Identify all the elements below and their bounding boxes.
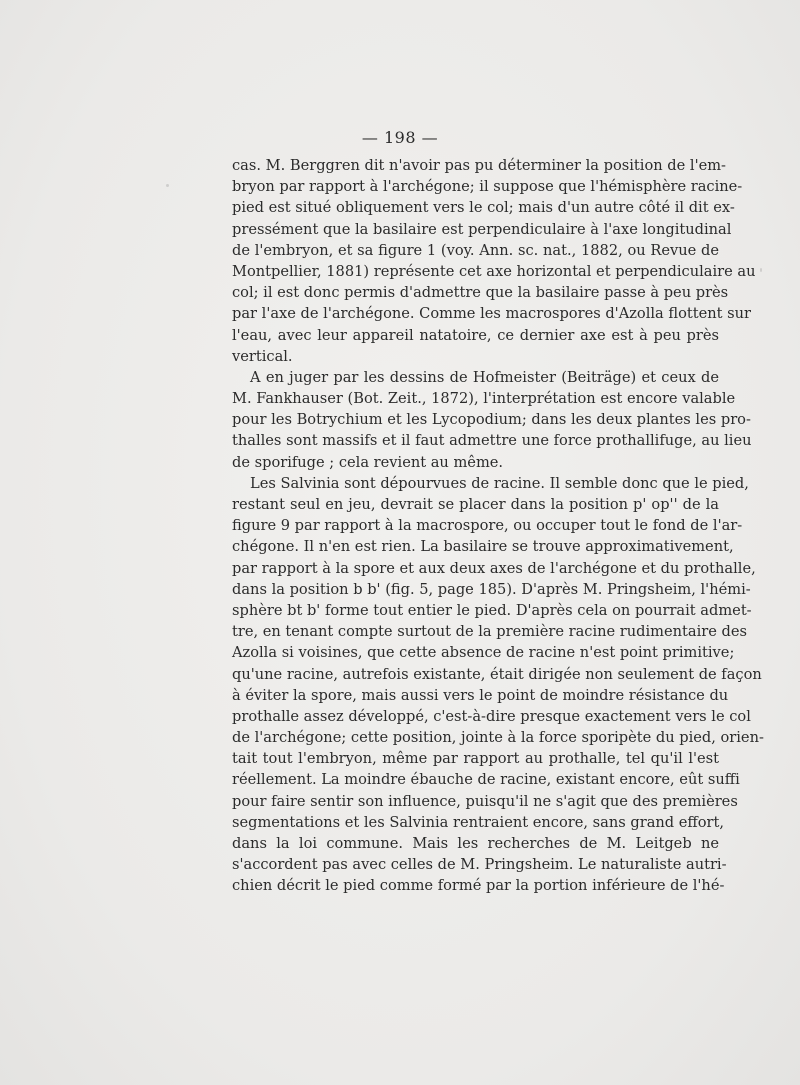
text-line: Azolla si voisines, que cette absence de racine n'est point primitive; [232, 644, 735, 662]
text-line: vertical. [232, 347, 293, 365]
text-line: réellement. La moindre ébauche de racine, existant encore, eût suffi [232, 771, 740, 789]
text-line: par rapport à la spore et aux deux axes de l'archégone et du prothalle, [232, 559, 756, 577]
text-line: pied est situé obliquement vers le col; mais d'un autre côté il dit ex- [232, 199, 735, 217]
scan-speck [760, 268, 762, 272]
text-line: à éviter la spore, mais aussi vers le point de moindre résistance du [232, 686, 729, 704]
text-line: tre, en tenant compte surtout de la première racine rudimentaire des [232, 623, 748, 641]
text-line: dans la loi commune. Mais les recherches de M. Leitgeb ne [232, 835, 719, 852]
text-line: Montpellier, 1881) représente cet axe horizontal et perpendiculaire au [232, 262, 756, 280]
text-line: qu'une racine, autrefois existante, était dirigée non seulement de façon [232, 665, 762, 683]
text-line: prothalle assez développé, c'est-à-dire presque exactement vers le col [232, 707, 751, 725]
text-line: A en juger par les dessins de Hofmeister (Beiträge) et ceux de [250, 368, 719, 386]
paragraph [232, 473, 764, 897]
text-line: M. Fankhauser (Bot. Zeit., 1872), l'interprétation est encore valable [232, 390, 736, 408]
paragraph [232, 367, 752, 473]
scan-speck [166, 184, 169, 187]
text-line: col; il est donc permis d'admettre que la basilaire passe à peu près [232, 284, 729, 302]
text-line: chien décrit le pied comme formé par la portion inférieure de l'hé- [232, 877, 725, 895]
text-line: de sporifuge ; cela revient au même. [232, 453, 504, 471]
text-line: thalles sont massifs et il faut admettre une force prothallifuge, au lieu [232, 432, 752, 450]
text-line: figure 9 par rapport à la macrospore, ou occuper tout le fond de l'ar- [232, 517, 743, 535]
text-line: de l'embryon, et sa figure 1 (voy. Ann. sc. nat., 1882, ou Revue de [232, 241, 719, 259]
text-line: pressément que la basilaire est perpendiculaire à l'axe longitudinal [232, 220, 732, 238]
text-line: bryon par rapport à l'archégone; il suppose que l'hémisphère racine- [232, 178, 743, 196]
text-line: pour les Botrychium et les Lycopodium; dans les deux plantes les pro- [232, 411, 751, 429]
page-number: — 198 — [361, 128, 439, 147]
text-line: s'accordent pas avec celles de M. Pringsheim. Le naturaliste autri- [232, 856, 727, 874]
text-line: sphère bt b' forme tout entier le pied. D'après cela on pourrait admet- [232, 601, 752, 619]
text-line: de l'archégone; cette position, jointe à la force sporipète du pied, orien- [232, 729, 764, 747]
text-line: chégone. Il n'en est rien. La basilaire se trouve approximativement, [232, 538, 734, 556]
text-line: tait tout l'embryon, même par rapport au prothalle, tel qu'il l'est [232, 750, 719, 768]
text-line: l'eau, avec leur appareil natatoire, ce dernier axe est à peu près [232, 326, 719, 344]
text-line: Les Salvinia sont dépourvues de racine. Il semble donc que le pied, [250, 474, 749, 492]
text-line: segmentations et les Salvinia rentraient encore, sans grand effort, [232, 813, 725, 831]
text-line: dans la position b b' (fig. 5, page 185). D'après M. Pringsheim, l'hémi- [232, 580, 751, 598]
paragraph [232, 155, 756, 367]
text-line: restant seul en jeu, devrait se placer dans la position p' op'' de la [232, 496, 719, 513]
text-line: cas. M. Berggren dit n'avoir pas pu déterminer la position de l'em- [232, 157, 726, 174]
text-line: pour faire sentir son influence, puisqu'il ne s'agit que des premières [232, 792, 738, 810]
body-text [232, 155, 764, 897]
text-line: par l'axe de l'archégone. Comme les macrospores d'Azolla flottent sur [232, 305, 752, 323]
